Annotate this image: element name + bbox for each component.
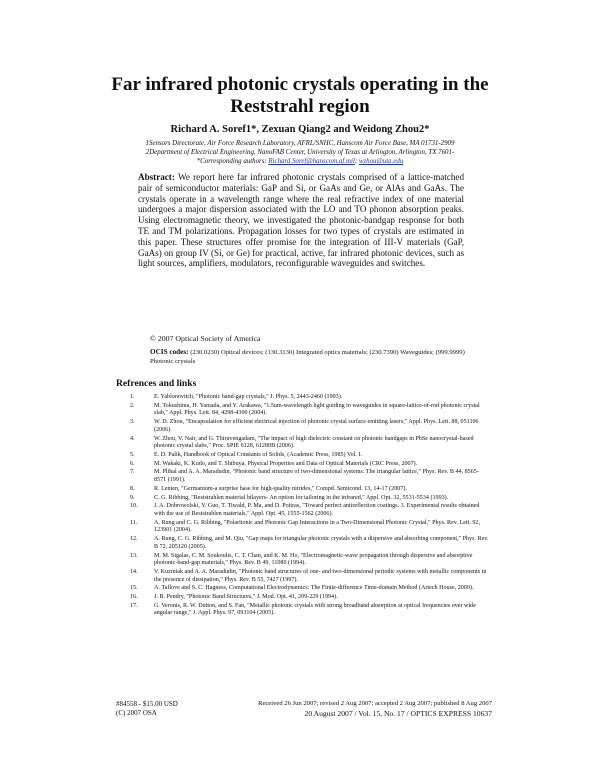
reference-text: R. Lenten, "Germanium-a surprise base for high-quality nitrides," Compd. Semicond. 13, 14-17 (2007).: [154, 485, 407, 492]
reference-number: 5.: [130, 451, 135, 458]
reference-number: 10.: [130, 503, 138, 510]
reference-item: [130, 553, 490, 568]
reference-number: 15.: [130, 585, 138, 592]
reference-number: 12.: [130, 536, 138, 543]
reference-item: [130, 495, 490, 503]
reference-item: [130, 569, 490, 584]
reference-item: [130, 394, 490, 402]
abstract-label: Abstract:: [138, 172, 175, 182]
ocis-codes: [150, 348, 468, 367]
reference-number: 6.: [130, 460, 135, 467]
reference-item: [130, 520, 490, 535]
copyright-notice: © 2007 Optical Society of America: [150, 334, 261, 343]
reference-number: 1.: [130, 394, 135, 400]
reference-number: 13.: [130, 552, 138, 559]
email-link-soref[interactable]: Richard.Soref@hanscom.af.mil: [268, 158, 355, 165]
reference-text: W. D. Zhou, "Encapsulation for efficient electrical injection of photonic crystal surface emitting lasers," Appl. Phys. Lett. 88, 051106 (2006).: [154, 419, 479, 433]
reference-number: 8.: [130, 485, 135, 492]
abstract-text: We report here far infrared photonic crystals comprised of a lattice-matched pair of semiconductor materials: GaP and Si, or GaAs and Ge, or AlAs and GaAs. The crystals operate in a wavelength range where the real refractive index of one material undergoes a major dispersion associated with the LO and TO phonon absorption peaks. Using electromagnetic theory, we investigated the photonic-bandgap response for both TE and TM polarizations. Propagation losses for two types of crystals are estimated in this paper. These structures offer promise for the integration of III-V materials (GaP, GaAs) on group IV (Si, or Ge) for practical, active, far infrared photonic devices, such as light sources, amplifiers, modulators, reconfigurable waveguides and switches.: [138, 172, 464, 269]
reference-number: 9.: [130, 494, 135, 501]
title-line-2: Reststrahl region: [230, 96, 370, 117]
reference-number: 16.: [130, 594, 138, 601]
reference-number: 3.: [130, 419, 135, 426]
references-heading: Refrences and links: [116, 378, 197, 389]
ocis-text: (230.0230) Optical devices; (130.3130) Integrated optics materials; (230.7390) Waveguides; (999.9999) Photonic crystals: [150, 349, 465, 366]
corresponding-prefix: *Corresponding authors:: [196, 158, 269, 165]
reference-text: G. Veronis, R. W. Dutton, and S. Fan, "Metallic photonic crystals with strong broadband absorption at optical frequencies over wide angular range," J. Appl. Phys. 97, 093104 (2005).: [154, 602, 476, 617]
email-link-zhou[interactable]: wzhou@uta.edu: [358, 158, 404, 165]
footer-received-dates: Received 26 Jun 2007; revised 2 Aug 2007; accepted 2 Aug 2007; published 8 Aug 2007: [258, 700, 492, 707]
reference-item: [130, 536, 490, 551]
reference-item: [130, 419, 490, 434]
reference-item: [130, 469, 490, 484]
reference-text: J. A. Dobrowolski, Y. Guo, T. Tiwald, P. Ma, and D. Poitras, "Toward perfect antireflection coatings. 3. Experimental results obtained with the use of Reststrahlen materials," Appl. Opt. 45, 1555-1562 (2006).: [154, 503, 480, 517]
reference-text: V. Kuzmiak and A. A. Maradudin, "Photonic band structures of one- and two-dimensional periodic systems with metallic components in the presence of dissipation," Phys. Rev. B 55, 7427 (1997).: [154, 568, 487, 583]
affiliation-1: 1Sensors Directorate, Air Force Research Laboratory, AFRL/SNHC, Hanscom Air Force Base, MA 01731-2909: [145, 140, 455, 147]
reference-text: E. D. Palik, Handbook of Optical Constants of Solids, (Academic Press, 1985) Vol. I.: [154, 451, 362, 458]
corresponding-authors: [70, 157, 530, 166]
reference-text: E. Yablonovitch, "Photonic band-gap crystals," J. Phys. 5, 2443-2460 (1993).: [154, 394, 343, 400]
reference-item: [130, 594, 490, 602]
reference-text: A. Taflove and S. C. Hagness, Computational Electrodynamics: The Finite-difference Time-domain Method (Artech House, 2000).: [154, 585, 474, 592]
footer-copyright: (C) 2007 OSA: [116, 709, 157, 717]
reference-text: A. Rung and C. G. Ribbing, "Polaritonic and Photonic Gap Interactions in a Two-Dimensional Photonic Crystal," Phys. Rev. Lett. 92, 123901 (2004).: [154, 519, 480, 534]
reference-item: [130, 585, 490, 593]
reference-item: [130, 603, 490, 618]
footer-issue-info: 20 August 2007 / Vol. 15, No. 17 / OPTICS EXPRESS 10637: [304, 709, 492, 718]
reference-text: C. G. Ribbing, "Reststrahlen material bilayers- An option for tailoring in the infrared," Appl. Opt. 32, 5531-5534 (1993).: [154, 494, 449, 501]
reference-number: 11.: [130, 519, 138, 526]
reference-text: J. B. Pendry, "Photonic Band Structures," J. Mod. Opt. 41, 209-229 (1994).: [154, 594, 338, 601]
reference-number: 14.: [130, 568, 138, 575]
reference-text: A. Rung, C. G. Ribbing, and M. Qiu, "Gap maps for triangular photonic crystals with a dispersive and absorbing component," Phys. Rev. B 72, 205120 (2005).: [154, 536, 489, 550]
title-line-1: Far infrared photonic crystals operating in the: [111, 74, 489, 95]
reference-number: 2.: [130, 402, 135, 409]
reference-item: [130, 461, 490, 469]
ocis-label: OCIS codes:: [150, 348, 189, 356]
reference-item: [130, 436, 490, 451]
author-list: Richard A. Soref1*, Zexuan Qiang2 and Weidong Zhou2*: [170, 124, 430, 135]
reference-number: 17.: [130, 602, 138, 609]
email-separator: ;: [354, 158, 359, 165]
paper-title: [60, 74, 540, 118]
abstract: [138, 172, 464, 269]
reference-text: M. M. Sigalas, C. M. Soukoulis, C. T. Chan, and K. M. Ho, "Electromagnetic-wave propagation through dispersive and absorptive photonic-band-gap materials," Phys. Rev. B 49, 11080 (1994).: [154, 552, 473, 567]
reference-text: W. Zhou, V. Nair, and G. Thiruvengadam, "The impact of high dielectric constant on photonic bandgaps in PbSe nanocrystal-based photonic crystal slabs," Proc. SPIE 6128, 61280B (2006).: [154, 435, 474, 450]
reference-text: M. Wakaki, K. Kudo, and T. Shibuya, Physical Properties and Data of Optical Materials (CRC Press, 2007).: [154, 460, 418, 467]
affiliation-2: 2Department of Electrical Engineering, NanoFAB Center, University of Texas at Arlington, Arlington, TX 7601-: [145, 149, 455, 156]
reference-item: [130, 452, 490, 460]
reference-item: [130, 486, 490, 494]
reference-number: 4.: [130, 435, 135, 442]
footer-price: #84558 - $15.00 USD: [116, 700, 178, 708]
reference-text: M. Plihal and A. A. Maradudin, "Photonic band structure of two-dimensional systems: The triangular lattice," Phys. Rev. B 44, 8565-8571 (1991).: [154, 469, 479, 484]
reference-list: [130, 394, 490, 619]
reference-item: [130, 403, 490, 418]
footer-left: [116, 700, 178, 718]
reference-text: M. Tokushima, H. Yamada, and Y. Arakawa, "1.5um-wavelength light guiding in waveguides in square-lattice-of-rod photonic crystal slab," Appl. Phys. Lett. 84, 4298-4300 (2004).: [154, 402, 480, 417]
affiliations: [70, 139, 530, 166]
reference-number: 7.: [130, 469, 135, 476]
reference-item: [130, 503, 490, 518]
